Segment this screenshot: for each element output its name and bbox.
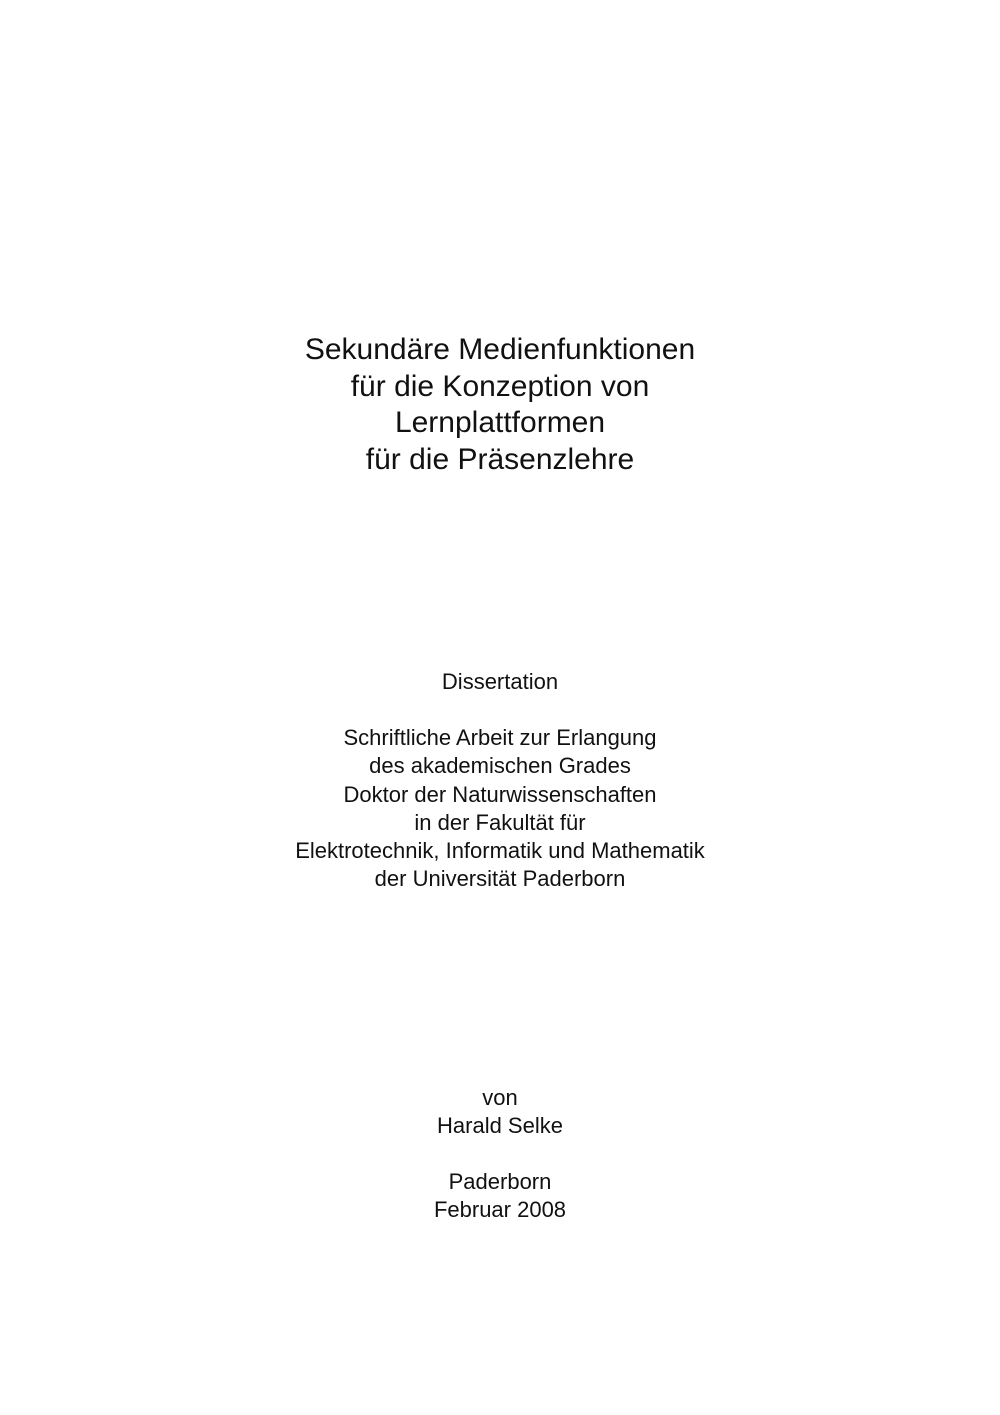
degree-line-2: des akademischen Grades	[369, 753, 631, 779]
degree-line-4: in der Fakultät für	[414, 809, 586, 835]
title-line-3: Lernplattformen	[394, 406, 606, 439]
title-line-2: für die Konzeption von	[350, 369, 650, 403]
document-title	[0, 332, 1000, 478]
degree-line-6: der Universität Paderborn	[374, 866, 626, 892]
document-type	[0, 668, 1000, 696]
degree-line-3: Doktor der Naturwissenschaften	[343, 781, 657, 807]
degree-line-1: Schriftliche Arbeit zur Erlangung	[343, 725, 657, 750]
degree-line-5: Elektrotechnik, Informatik und Mathematik	[295, 838, 705, 864]
by-label: von	[482, 1085, 518, 1110]
title-line-1: Sekundäre Medienfunktionen	[304, 333, 696, 366]
author-block	[0, 1084, 1000, 1141]
author-name: Harald Selke	[437, 1113, 563, 1139]
title-line-4: für die Präsenzlehre	[365, 442, 635, 476]
date: Februar 2008	[433, 1197, 567, 1223]
degree-statement	[0, 724, 1000, 894]
document-type-label: Dissertation	[441, 669, 559, 694]
place-date-block	[0, 1168, 1000, 1225]
place: Paderborn	[448, 1169, 552, 1194]
